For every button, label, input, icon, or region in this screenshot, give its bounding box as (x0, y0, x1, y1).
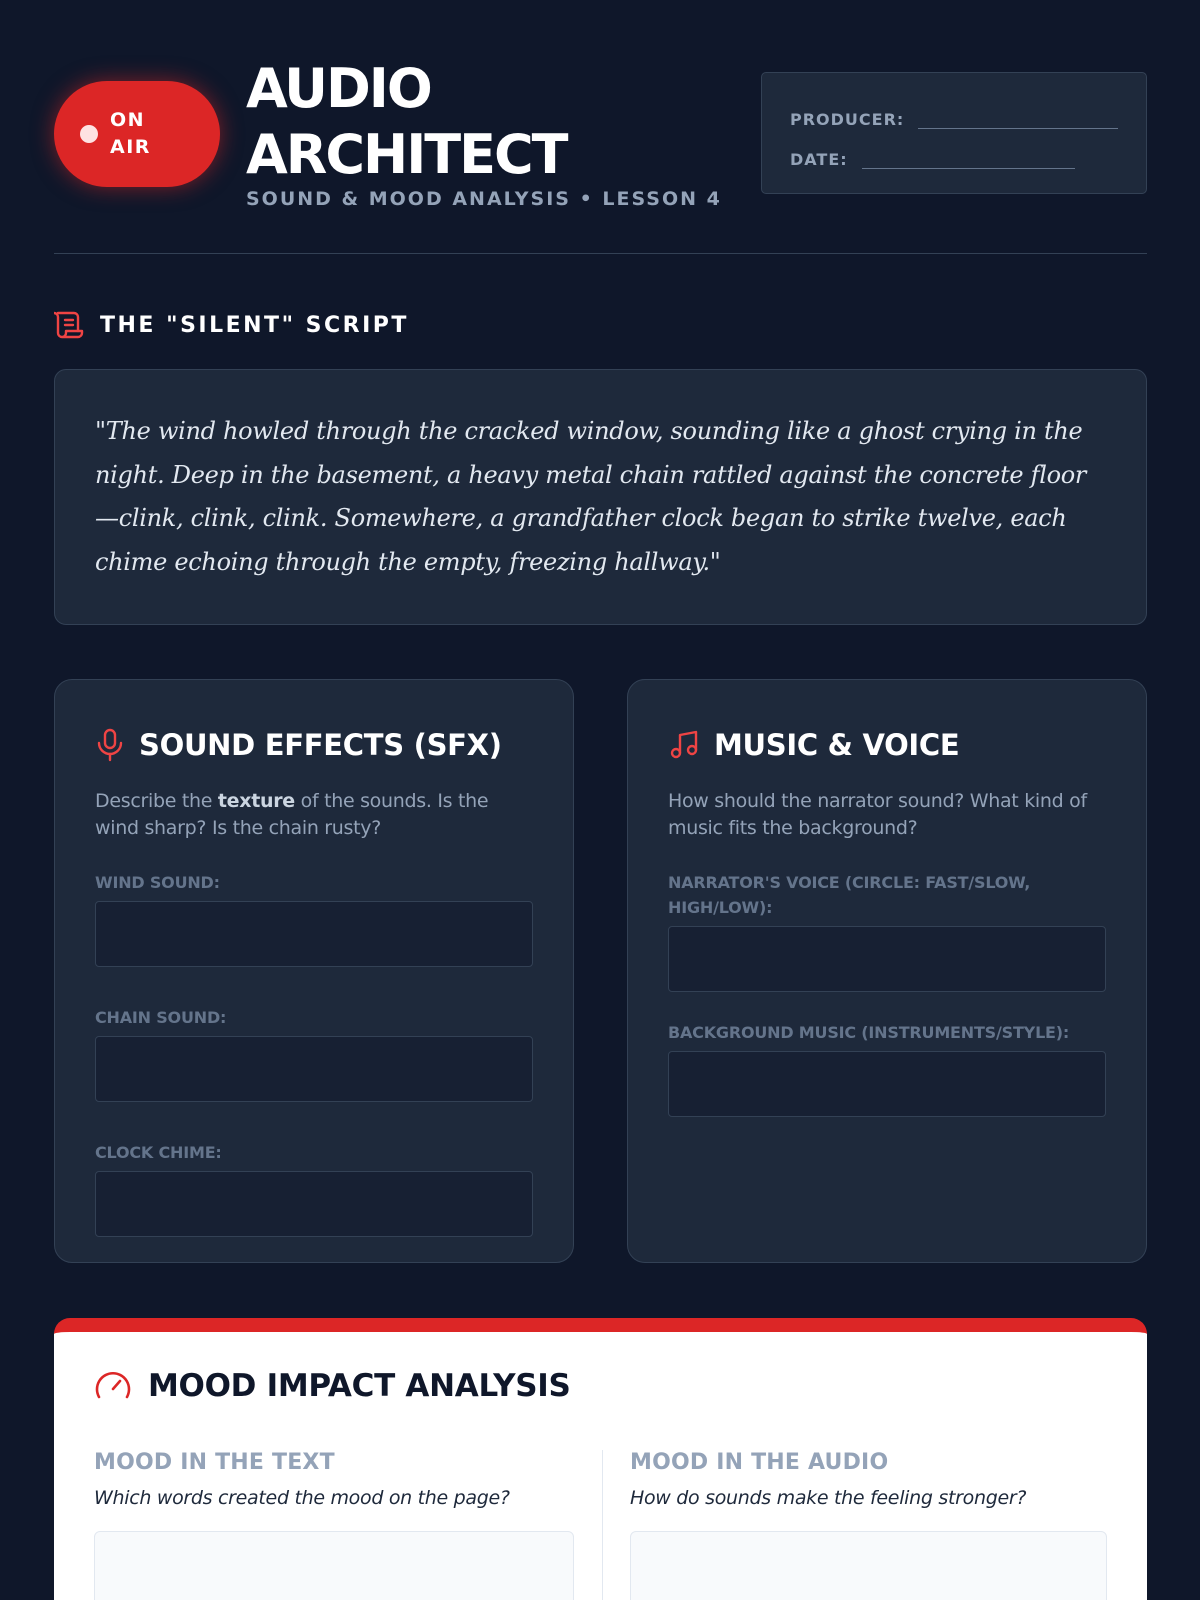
mood-text-prompt: Which words created the mood on the page? (94, 1487, 510, 1509)
sfx-desc-part: of the sounds. Is the wind sharp? Is the chain rusty? (95, 790, 489, 839)
wind-sound-input[interactable] (95, 901, 533, 967)
wind-sound-label: WIND SOUND: (95, 873, 220, 892)
sfx-card-heading (95, 722, 533, 768)
script-heading (54, 310, 409, 340)
mood-impact-panel (54, 1318, 1147, 1600)
mood-heading-label: MOOD IMPACT ANALYSIS (148, 1368, 571, 1404)
mood-audio-title: MOOD IN THE AUDIO (630, 1450, 889, 1475)
page-title: AUDIO ARCHITECT (246, 57, 567, 186)
date-field[interactable] (862, 151, 1075, 169)
date-label: DATE: (790, 150, 848, 169)
sfx-heading-label: SOUND EFFECTS (SFX) (139, 728, 502, 762)
sfx-desc-part: Describe the (95, 790, 218, 812)
gauge-icon (94, 1369, 132, 1403)
mood-text-title: MOOD IN THE TEXT (94, 1450, 335, 1475)
background-music-label: BACKGROUND MUSIC (INSTRUMENTS/STYLE): (668, 1023, 1070, 1042)
column-divider (602, 1450, 603, 1600)
producer-field[interactable] (918, 111, 1118, 129)
music-note-icon (668, 729, 700, 761)
mood-audio-answer-box[interactable] (630, 1531, 1107, 1600)
clock-chime-label: CLOCK CHIME: (95, 1143, 222, 1162)
mood-columns (94, 1450, 1107, 1600)
mood-heading (94, 1364, 1107, 1408)
clock-chime-input[interactable] (95, 1171, 533, 1237)
mood-audio-column (630, 1450, 1107, 1600)
script-text: "The wind howled through the cracked window, sounding like a ghost crying in the night. Deep in the basement, a heavy metal chain rattled against the concrete floor—clink, clink, clink. Somewhere, a grandfather clock began to strike twelve, each chime echoing through the empty, freezing hallway." (95, 417, 1087, 576)
narrator-voice-input[interactable] (668, 926, 1106, 992)
chain-sound-input[interactable] (95, 1036, 533, 1102)
sfx-desc-emphasis: texture (217, 790, 295, 812)
sfx-card (54, 679, 574, 1263)
record-dot-icon (80, 125, 98, 143)
mood-audio-prompt: How do sounds make the feeling stronger? (630, 1487, 1027, 1509)
producer-label: PRODUCER: (790, 110, 905, 129)
producer-info-box (761, 72, 1147, 194)
mood-text-column (94, 1450, 574, 1600)
chain-sound-label: CHAIN SOUND: (95, 1008, 227, 1027)
scroll-icon (54, 310, 86, 340)
sfx-description (95, 788, 533, 842)
script-heading-label: THE "SILENT" SCRIPT (100, 312, 409, 338)
narrator-voice-label: NARRATOR'S VOICE (CIRCLE: FAST/SLOW, HIGH/LOW): (668, 873, 1031, 917)
page-subtitle: SOUND & MOOD ANALYSIS • LESSON 4 (246, 188, 722, 210)
on-air-label: ON AIR (110, 109, 151, 158)
header (54, 0, 1147, 254)
music-card-heading (668, 722, 1106, 768)
microphone-icon (95, 728, 125, 762)
music-description: How should the narrator sound? What kind of music fits the background? (668, 790, 1087, 839)
worksheet (54, 0, 1147, 1509)
date-row (790, 141, 1118, 169)
producer-row (790, 101, 1118, 129)
music-card (627, 679, 1147, 1263)
music-heading-label: MUSIC & VOICE (714, 728, 960, 762)
background-music-input[interactable] (668, 1051, 1106, 1117)
on-air-badge (54, 81, 220, 187)
script-box (54, 369, 1147, 625)
mood-text-answer-box[interactable] (94, 1531, 574, 1600)
